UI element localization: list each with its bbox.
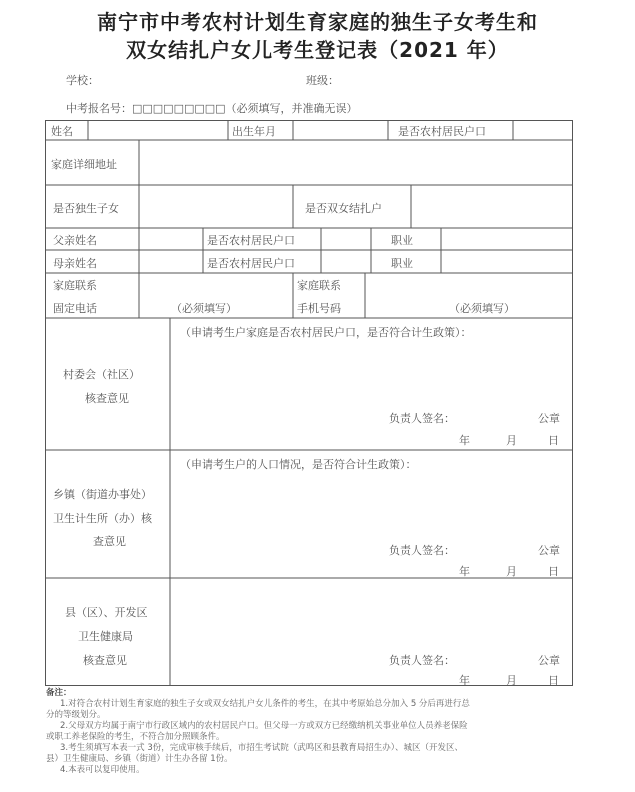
town-prompt: （申请考生户的人口情况，是否符合计生政策）： [180,458,417,471]
home-contact-label: 家庭联系 [53,279,97,292]
exam-number-label: 中考报名号：□□□□□□□□□（必须填写，并准确无误） [66,102,358,115]
mother-job-label: 职业 [391,257,413,270]
form-title-line2: 双女结扎户女儿考生登记表（2021 年） [126,38,509,62]
village-committee-label: 村委会（社区） [63,368,140,381]
notes-title: 备注： [46,688,72,698]
father-rural-label: 是否农村居民户口 [207,234,295,247]
note-1-cont: 分的等级划分。 [46,710,106,720]
mother-rural-label: 是否农村居民户口 [207,257,295,270]
rural-hukou-label: 是否农村居民户口 [398,125,486,138]
two-daughters-label: 是否双女结扎户 [305,202,382,215]
county-day-label: 日 [548,674,559,687]
town-office-label: 乡镇（街道办事处） [53,488,152,501]
town-verify-label: 查意见 [93,535,126,548]
mother-name-label: 母亲姓名 [53,257,97,270]
county-label: 县（区）、开发区 [65,606,148,619]
town-day-label: 日 [548,565,559,578]
county-health-bureau-label: 卫生健康局 [78,630,133,643]
landline-required-note: （必须填写） [171,302,237,315]
note-2-cont: 或职工养老保险的考生，不符合加分照顾条件。 [46,732,225,742]
town-month-label: 月 [506,565,517,578]
father-name-label: 父亲姓名 [53,234,97,247]
mobile-label: 手机号码 [297,302,341,315]
village-year-label: 年 [459,434,470,447]
town-year-label: 年 [459,565,470,578]
county-year-label: 年 [459,674,470,687]
notes-section [46,688,586,776]
note-4: 4.本表可以复印使用。 [60,765,145,775]
name-label: 姓名 [51,125,73,138]
village-day-label: 日 [548,434,559,447]
only-child-label: 是否独生子女 [53,202,119,215]
home-contact-label-2: 家庭联系 [297,279,341,292]
note-3-cont: 县）卫生健康局、乡镇（街道）计生办各留 1份。 [46,754,233,764]
town-seal-label: 公章 [538,544,560,557]
county-verify-label: 核查意见 [83,654,127,667]
village-signer-label: 负责人签名： [389,412,455,425]
birth-date-label: 出生年月 [232,125,276,138]
landline-label: 固定电话 [53,302,97,315]
note-3: 3.考生须填写本表一式 3份，完成审核手续后，市招生考试院（武鸣区和县教育局招生办）、城区（开发区、 [60,743,463,753]
note-2: 2.父母双方均属于南宁市行政区域内的农村居民户口。但父母一方或双方已经缴纳机关事业单位人员养老保险 [60,721,468,731]
village-prompt: （申请考生户家庭是否农村居民户口，是否符合计生政策）： [180,326,472,339]
home-address-label: 家庭详细地址 [51,158,117,171]
village-month-label: 月 [506,434,517,447]
note-1: 1.对符合农村计划生育家庭的独生子女或双女结扎户女儿条件的考生，在其中考原始总分加入 5 分后再进行总 [60,699,470,709]
mobile-required-note: （必须填写） [449,302,515,315]
form-title-line1: 南宁市中考农村计划生育家庭的独生子女考生和 [97,10,538,34]
town-health-label: 卫生计生所（办）核 [53,512,152,525]
county-month-label: 月 [506,674,517,687]
village-verify-label: 核查意见 [85,392,129,405]
registration-form-table [45,120,573,686]
class-label: 班级： [306,74,339,87]
town-signer-label: 负责人签名： [389,544,455,557]
school-label: 学校： [66,74,99,87]
village-seal-label: 公章 [538,412,560,425]
county-seal-label: 公章 [538,654,560,667]
father-job-label: 职业 [391,234,413,247]
county-signer-label: 负责人签名： [389,654,455,667]
